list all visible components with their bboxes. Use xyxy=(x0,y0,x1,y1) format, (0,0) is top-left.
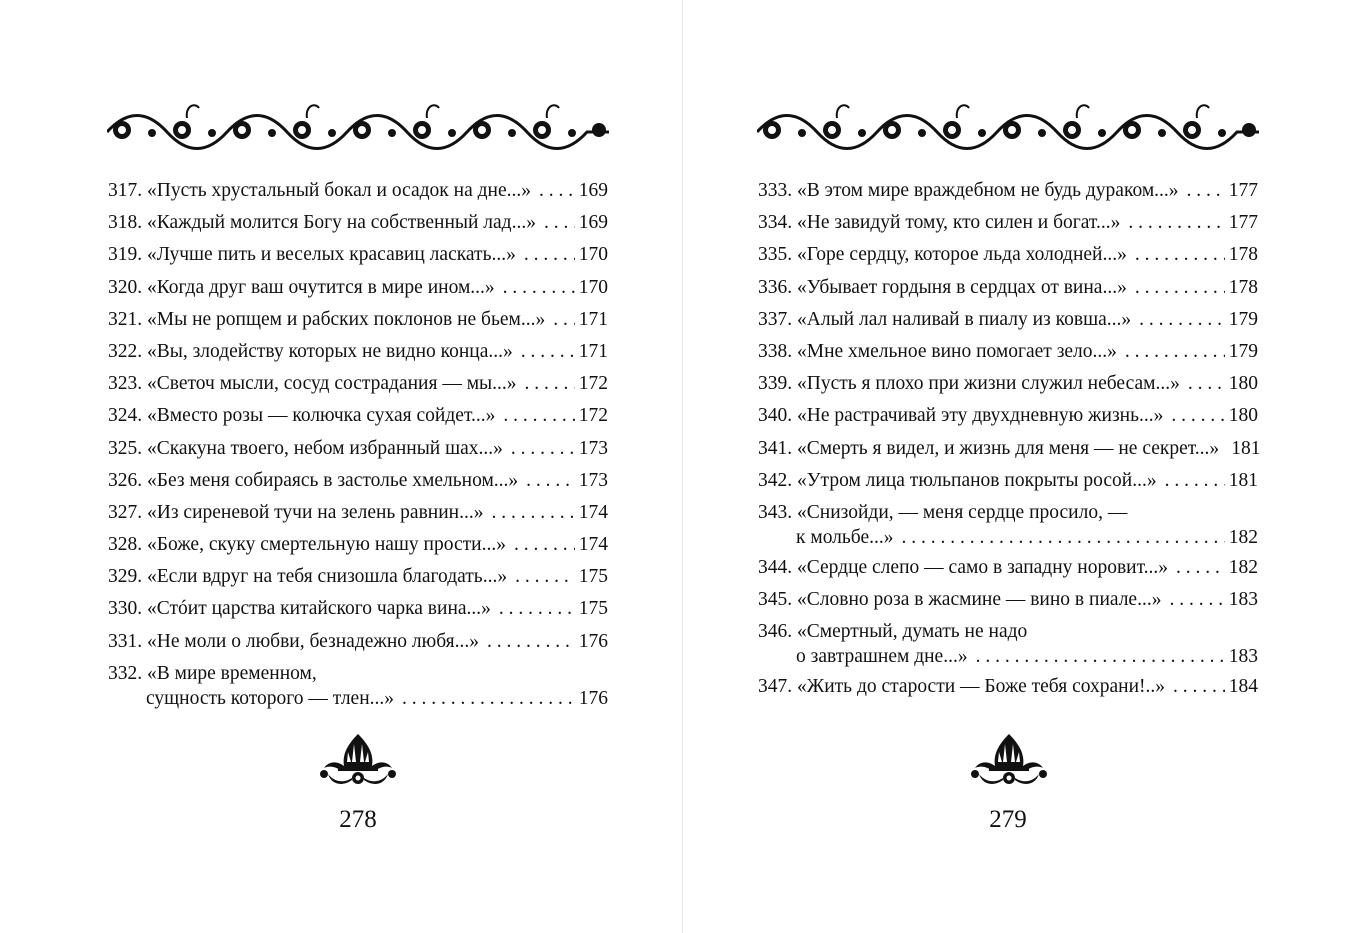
entry-page-number: 176 xyxy=(578,630,608,652)
entry-number: 346. xyxy=(758,621,793,643)
toc-entry xyxy=(108,239,608,271)
entry-title: «Утром лица тюльпанов покрыты росой...» xyxy=(797,469,1157,491)
entry-title: «Не моли о любви, безнадежно любя...» xyxy=(147,630,480,652)
entry-title: «Алый лал наливай в пиалу из ковша...» xyxy=(797,308,1132,330)
entry-title: «Жить до старости — Боже тебя сохрани!..» xyxy=(797,676,1166,698)
entry-title: «Убывает гордыня в сердцах от вина...» xyxy=(797,276,1127,298)
entry-page-number: 171 xyxy=(578,308,608,330)
toc-entry xyxy=(108,658,608,713)
toc-entry-line xyxy=(758,239,1258,271)
toc-entry xyxy=(108,465,608,497)
entry-title: «Каждый молится Богу на собственный лад...» xyxy=(147,212,536,234)
entry-number: 333. xyxy=(758,180,793,201)
entry-number: 318. xyxy=(108,212,143,234)
entry-number: 347. xyxy=(758,676,793,698)
entry-title: о завтрашнем дне...» xyxy=(796,646,968,668)
entry-page-number: 179 xyxy=(1228,340,1258,362)
entry-number: 319. xyxy=(108,244,143,266)
entry-title: «Вместо розы — колючка сухая сойдет...» xyxy=(147,405,496,427)
toc-entry xyxy=(758,465,1258,497)
entry-number: 328. xyxy=(108,534,143,556)
entry-number: 330. xyxy=(108,598,143,620)
toc-entry-line xyxy=(758,433,1261,465)
entry-title: «Стóит царства китайского чарка вина...» xyxy=(147,598,491,620)
entry-number: 340. xyxy=(758,405,793,427)
left-page xyxy=(0,0,683,933)
dot-leader xyxy=(1139,304,1225,336)
entry-number: 323. xyxy=(108,373,143,395)
dot-leader xyxy=(521,336,575,368)
palmette-vignette xyxy=(969,730,1049,790)
entry-page-number: 174 xyxy=(578,501,608,523)
entry-page-number: 175 xyxy=(578,598,608,620)
dot-leader xyxy=(1188,368,1225,400)
toc-entry xyxy=(758,497,1258,552)
entry-number: 317. xyxy=(108,180,143,201)
dot-leader xyxy=(1135,272,1225,304)
entry-page-number: 172 xyxy=(578,373,608,395)
dot-leader xyxy=(1128,207,1224,239)
entry-title: сущность которого — тлен...» xyxy=(146,687,395,709)
table-of-contents xyxy=(758,175,1261,703)
toc-entry xyxy=(758,272,1258,304)
dot-leader xyxy=(487,626,575,658)
entry-title: «Когда друг ваш очутится в мире ином...» xyxy=(147,276,495,298)
entry-title: «Лучше пить и веселых красавиц ласкать...» xyxy=(147,244,516,266)
entry-page-number: 181 xyxy=(1231,437,1261,459)
entry-number: 345. xyxy=(758,589,793,611)
toc-entry-line xyxy=(108,207,608,239)
entry-title: «Словно роза в жасмине — вино в пиале...» xyxy=(797,589,1162,611)
toc-entry xyxy=(108,207,608,239)
entry-page-number: 180 xyxy=(1228,405,1258,427)
dot-leader xyxy=(499,593,575,625)
toc-entry xyxy=(758,239,1258,271)
entry-page-number: 171 xyxy=(578,340,608,362)
toc-entry-line xyxy=(758,207,1258,239)
entry-title: «В этом мире враждебном не будь дураком...» xyxy=(797,180,1179,201)
entry-number: 341. xyxy=(758,437,793,459)
entry-page-number: 181 xyxy=(1228,469,1258,491)
toc-entry xyxy=(108,433,608,465)
toc-entry-line xyxy=(108,465,608,497)
toc-entry-line xyxy=(108,497,608,529)
entry-page-number: 182 xyxy=(1228,556,1258,578)
entry-title: «Горе сердцу, которое льда холодней...» xyxy=(797,244,1127,266)
toc-entry-line xyxy=(758,368,1258,400)
toc-entry xyxy=(108,593,608,625)
dot-leader xyxy=(544,207,575,239)
entry-page-number: 173 xyxy=(578,437,608,459)
toc-entry-line xyxy=(758,671,1258,703)
entry-number: 344. xyxy=(758,556,793,578)
entry-page-number: 170 xyxy=(578,244,608,266)
page-number: 279 xyxy=(989,806,1027,833)
toc-entry-line xyxy=(758,616,1258,642)
entry-number: 339. xyxy=(758,373,793,395)
entry-title: «Из сиреневой тучи на зелень равнин...» xyxy=(147,501,484,523)
palmette-vignette xyxy=(318,730,398,790)
entry-page-number: 174 xyxy=(578,534,608,556)
toc-entry-line xyxy=(758,497,1258,523)
entry-number: 331. xyxy=(108,630,143,652)
toc-entry xyxy=(108,336,608,368)
entry-title: «Пусть я плохо при жизни служил небесам...» xyxy=(797,373,1180,395)
entry-number: 320. xyxy=(108,276,143,298)
dot-leader xyxy=(1169,584,1224,616)
toc-entry xyxy=(108,400,608,432)
entry-number: 342. xyxy=(758,469,793,491)
toc-entry-line xyxy=(758,400,1258,432)
toc-entry-line xyxy=(108,175,608,207)
toc-entry-line xyxy=(108,400,608,432)
entry-title: к мольбе...» xyxy=(796,526,894,548)
toc-entry-line xyxy=(758,175,1258,207)
entry-page-number: 183 xyxy=(1228,589,1258,611)
entry-number: 324. xyxy=(108,405,143,427)
entry-title: «Не завидуй тому, кто силен и богат...» xyxy=(797,212,1121,234)
toc-entry-line xyxy=(108,336,608,368)
entry-number: 321. xyxy=(108,308,143,330)
entry-title: «Светоч мысли, сосуд сострадания — мы...» xyxy=(147,373,517,395)
dot-leader xyxy=(526,465,575,497)
toc-entry-line xyxy=(108,272,608,304)
toc-entry-line xyxy=(758,552,1258,584)
entry-page-number: 177 xyxy=(1228,180,1258,201)
toc-entry-line xyxy=(758,272,1258,304)
entry-number: 337. xyxy=(758,308,793,330)
page-gutter xyxy=(682,0,683,933)
dot-leader xyxy=(503,400,574,432)
dot-leader xyxy=(525,368,575,400)
entry-number: 329. xyxy=(108,566,143,588)
entry-title: «Вы, злодейству которых не видно конца...» xyxy=(147,340,513,362)
dot-leader xyxy=(503,272,575,304)
entry-title: «Снизойди, — меня сердце просило, — xyxy=(797,501,1128,523)
toc-entry-line xyxy=(758,584,1258,616)
entry-page-number: 184 xyxy=(1228,676,1258,698)
dot-leader xyxy=(1125,336,1225,368)
toc-entry xyxy=(758,336,1258,368)
entry-title: «Если вдруг на тебя снизошла благодать...» xyxy=(147,566,508,588)
entry-title: «Скакуна твоего, небом избранный шах...» xyxy=(147,437,503,459)
page-number: 278 xyxy=(339,806,377,833)
toc-entry xyxy=(758,207,1258,239)
toc-entry-line xyxy=(108,304,608,336)
entry-page-number: 173 xyxy=(578,469,608,491)
entry-page-number: 172 xyxy=(578,405,608,427)
entry-number: 343. xyxy=(758,501,793,523)
entry-title: «Мне хмельное вино помогает зело...» xyxy=(797,340,1117,362)
entry-number: 336. xyxy=(758,276,793,298)
toc-entry-line xyxy=(108,684,608,713)
toc-entry xyxy=(758,175,1258,207)
dot-leader xyxy=(976,642,1225,671)
toc-entry-line xyxy=(108,561,608,593)
dot-leader xyxy=(1173,671,1225,703)
toc-entry xyxy=(758,552,1258,584)
dot-leader xyxy=(1187,175,1225,207)
toc-entry-line xyxy=(108,368,608,400)
entry-title: «Мы не ропщем и рабских поклонов не бьем...» xyxy=(147,308,546,330)
entry-page-number: 176 xyxy=(578,687,608,709)
toc-entry xyxy=(758,304,1258,336)
dot-leader xyxy=(1135,239,1225,271)
entry-title: «Смертный, думать не надо xyxy=(797,621,1028,643)
entry-page-number: 175 xyxy=(578,566,608,588)
toc-entry xyxy=(758,433,1261,465)
entry-title: «Не растрачивай эту двухдневную жизнь...» xyxy=(797,405,1164,427)
toc-entry xyxy=(108,561,608,593)
entry-number: 322. xyxy=(108,340,143,362)
entry-page-number: 169 xyxy=(578,180,608,201)
entry-page-number: 177 xyxy=(1228,212,1258,234)
toc-entry xyxy=(108,497,608,529)
entry-page-number: 179 xyxy=(1228,308,1258,330)
dot-leader xyxy=(1171,400,1224,432)
toc-entry xyxy=(108,529,608,561)
toc-entry xyxy=(758,671,1258,703)
toc-entry-line xyxy=(758,523,1258,552)
dot-leader xyxy=(511,433,575,465)
dot-leader xyxy=(553,304,575,336)
toc-entry-line xyxy=(108,626,608,658)
toc-entry xyxy=(108,175,608,207)
dot-leader xyxy=(524,239,575,271)
entry-page-number: 169 xyxy=(578,212,608,234)
toc-entry-line xyxy=(108,529,608,561)
entry-number: 338. xyxy=(758,340,793,362)
entry-title: «Смерть я видел, и жизнь для меня — не секрет...» xyxy=(797,437,1220,459)
toc-entry xyxy=(758,368,1258,400)
entry-page-number: 183 xyxy=(1228,646,1258,668)
entry-page-number: 178 xyxy=(1228,244,1258,266)
toc-entry-line xyxy=(108,593,608,625)
dot-leader xyxy=(491,497,574,529)
entry-page-number: 170 xyxy=(578,276,608,298)
entry-number: 334. xyxy=(758,212,793,234)
scroll-ornament-header xyxy=(757,100,1259,152)
right-page xyxy=(684,0,1369,933)
toc-entry-line xyxy=(108,658,608,684)
entry-page-number: 178 xyxy=(1228,276,1258,298)
entry-number: 327. xyxy=(108,501,143,523)
entry-page-number: 182 xyxy=(1228,526,1258,548)
toc-entry xyxy=(108,368,608,400)
toc-entry-line xyxy=(758,336,1258,368)
toc-entry xyxy=(758,616,1258,671)
entry-number: 325. xyxy=(108,437,143,459)
dot-leader xyxy=(515,561,575,593)
scroll-ornament-header xyxy=(107,100,609,152)
toc-entry xyxy=(108,304,608,336)
dot-leader xyxy=(402,684,575,713)
toc-entry-line xyxy=(108,433,608,465)
toc-entry xyxy=(758,584,1258,616)
dot-leader xyxy=(514,529,575,561)
toc-entry-line xyxy=(758,304,1258,336)
toc-entry-line xyxy=(108,239,608,271)
entry-title: «Пусть хрустальный бокал и осадок на дне...» xyxy=(147,180,531,201)
dot-leader xyxy=(902,523,1225,552)
dot-leader xyxy=(539,175,575,207)
entry-number: 332. xyxy=(108,662,143,684)
entry-number: 335. xyxy=(758,244,793,266)
entry-title: «Без меня собираясь в застолье хмельном...» xyxy=(147,469,519,491)
table-of-contents xyxy=(108,175,608,713)
entry-page-number: 180 xyxy=(1228,373,1258,395)
entry-title: «Сердце слепо — само в западну норовит...» xyxy=(797,556,1169,578)
toc-entry xyxy=(108,626,608,658)
entry-number: 326. xyxy=(108,469,143,491)
toc-entry-line xyxy=(758,465,1258,497)
toc-entry-line xyxy=(758,642,1258,671)
toc-entry xyxy=(758,400,1258,432)
entry-title: «Боже, скуку смертельную нашу прости...» xyxy=(147,534,506,556)
entry-title: «В мире временном, xyxy=(147,662,317,684)
dot-leader xyxy=(1176,552,1225,584)
toc-entry xyxy=(108,272,608,304)
dot-leader xyxy=(1165,465,1225,497)
